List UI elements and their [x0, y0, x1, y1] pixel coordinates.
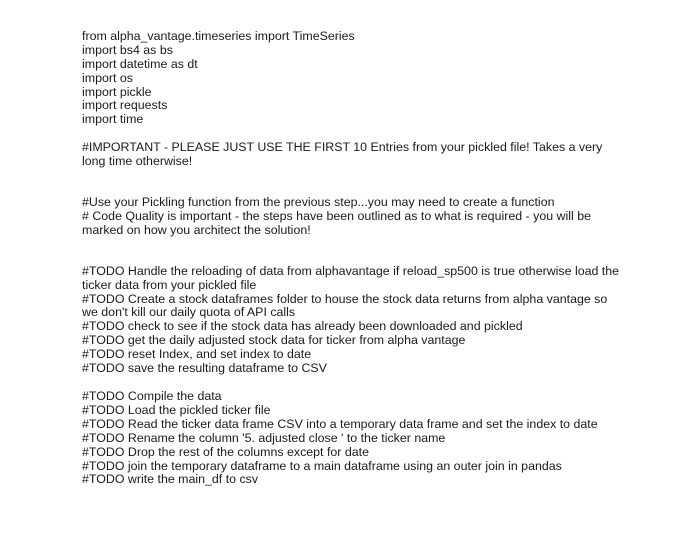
- spacer: [82, 127, 622, 141]
- todo-line: #TODO save the resulting dataframe to CSV: [82, 361, 327, 376]
- todo-line: #TODO check to see if the stock data has already been downloaded and pickled: [82, 319, 523, 334]
- instruction-line: # Code Quality is important - the steps have been outlined as to what is required - you will be marked on how you architect the solution!: [82, 208, 591, 237]
- imports-block: [82, 30, 622, 127]
- todo-line: #TODO Handle the reloading of data from alphavantage if reload_sp500 is true otherwise load the ticker data from your pickled file: [82, 263, 620, 292]
- todo-line: #TODO Create a stock dataframes folder to house the stock data returns from alpha vantage so we don't kill our daily quota of API calls: [82, 291, 608, 320]
- todo-line: #TODO write the main_df to csv: [82, 472, 259, 487]
- import-line: import bs4 as bs: [82, 42, 173, 57]
- todo-line: #TODO join the temporary dataframe to a main dataframe using an outer join in pandas: [82, 458, 562, 473]
- todo-line: #TODO Drop the rest of the columns except for date: [82, 444, 369, 459]
- todo-compile-block: [82, 390, 622, 487]
- instruction-line: #Use your Pickling function from the previous step...you may need to create a function: [82, 195, 555, 210]
- todo-line: #TODO reset Index, and set index to date: [82, 347, 312, 362]
- import-line: from alpha_vantage.timeseries import TimeSeries: [82, 29, 355, 43]
- import-line: import time: [82, 112, 144, 127]
- todo-reload-block: [82, 265, 622, 376]
- todo-line: #TODO Rename the column '5. adjusted close ' to the ticker name: [82, 430, 446, 445]
- todo-line: #TODO get the daily adjusted stock data for ticker from alpha vantage: [82, 333, 466, 348]
- import-line: import requests: [82, 98, 168, 113]
- import-line: import datetime as dt: [82, 56, 198, 71]
- spacer: [82, 169, 622, 196]
- instructions-block: [82, 196, 622, 238]
- spacer: [82, 238, 622, 265]
- todo-line: #TODO Load the pickled ticker file: [82, 402, 271, 417]
- import-line: import pickle: [82, 84, 152, 99]
- todo-line: #TODO Compile the data: [82, 389, 222, 404]
- document-body: [82, 30, 622, 487]
- important-note: #IMPORTANT - PLEASE JUST USE THE FIRST 10 Entries from your pickled file! Takes a very long time otherwise!: [82, 140, 603, 169]
- import-line: import os: [82, 70, 133, 85]
- todo-line: #TODO Read the ticker data frame CSV into a temporary data frame and set the index to date: [82, 416, 598, 431]
- spacer: [82, 376, 622, 390]
